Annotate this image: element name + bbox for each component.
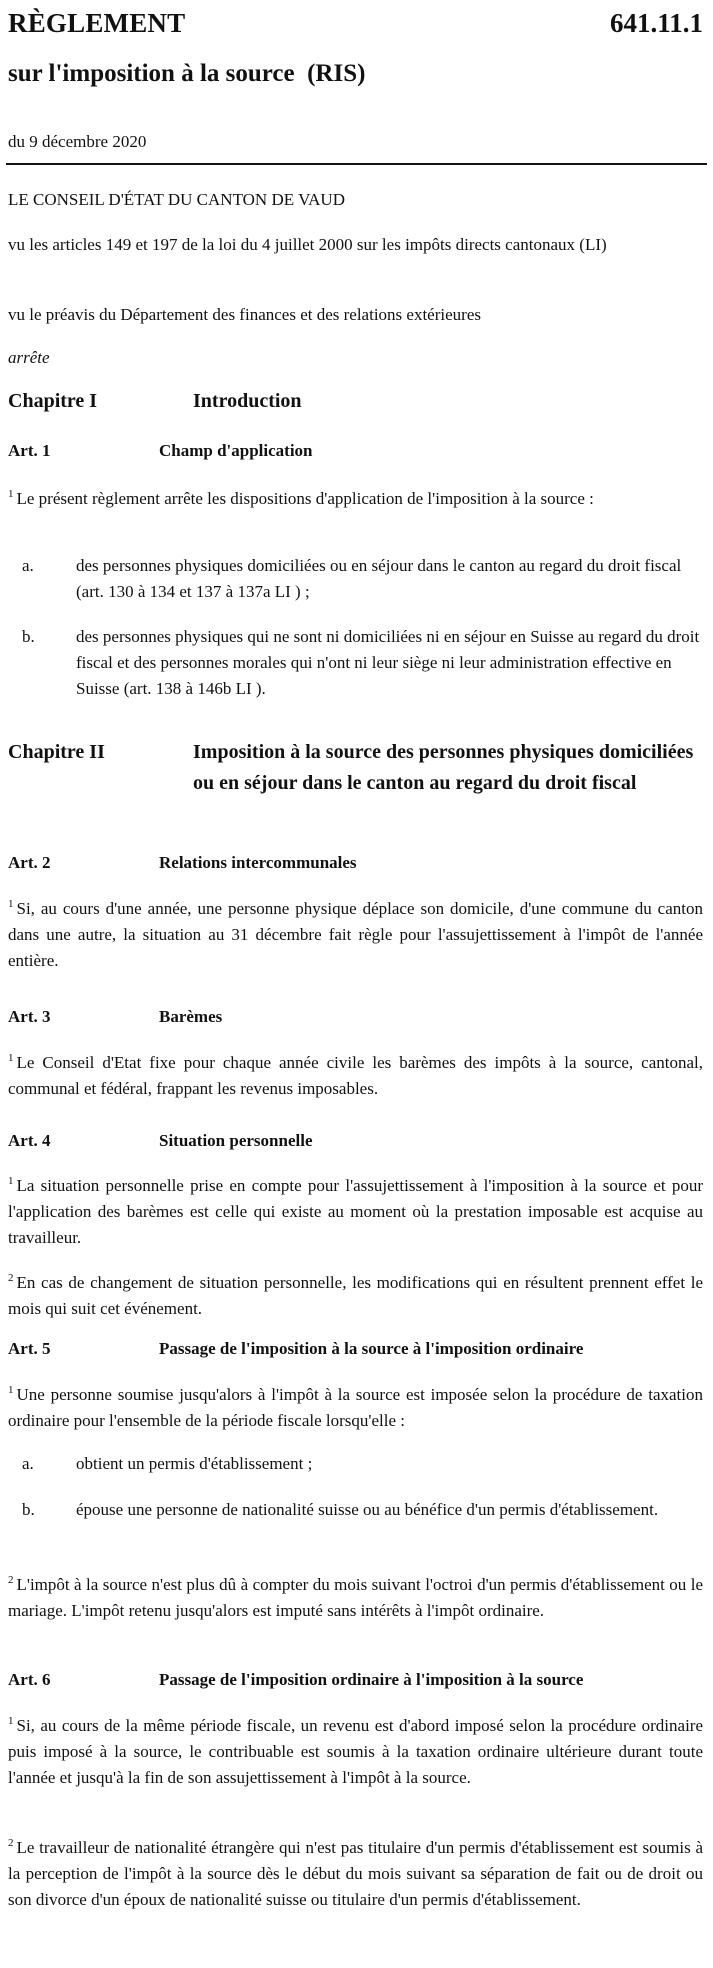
paragraph-text: La situation personnelle prise en compte pour l'assujettissement à l'imposition à la source et pour l'application des barèmes est celle qui existe au moment où la prestation imposable est acquise au travailleur.	[8, 1176, 703, 1247]
paragraph-text: En cas de changement de situation personnelle, les modifications qui en résultent prennent effet le mois qui suit cet événement.	[8, 1273, 703, 1318]
paragraph-number: 2	[8, 1837, 14, 1850]
item-letter: b.	[22, 1500, 35, 1519]
article-6-heading	[8, 1667, 703, 1693]
chapter-2-heading	[8, 737, 703, 799]
article-4-title: Situation personnelle	[159, 1131, 313, 1150]
article-4-heading	[8, 1128, 703, 1154]
paragraph-text: Le travailleur de nationalité étrangère qui n'est pas titulaire d'un permis d'établissement est soumis à la perception de l'impôt à la source dès le début du mois suivant sa séparation de fait ou de droit ou son divorce d'un époux de nationalité suisse ou titulaire d'un permis d'établissement.	[8, 1838, 703, 1909]
chapter-1-heading	[8, 386, 703, 417]
article-6-title: Passage de l'imposition ordinaire à l'imposition à la source	[159, 1670, 584, 1689]
article-6-label: Art. 6	[8, 1670, 51, 1689]
document-subtitle: sur l'imposition à la source (RIS)	[8, 60, 366, 87]
paragraph-number: 2	[8, 1272, 14, 1285]
paragraph-number: 1	[8, 898, 14, 911]
document-date: du 9 décembre 2020	[8, 132, 147, 151]
item-letter: b.	[22, 627, 35, 646]
paragraph-text: Le présent règlement arrête les dispositions d'application de l'imposition à la source :	[16, 489, 594, 508]
paragraph-number: 1	[8, 1384, 14, 1397]
article-2-paragraph-1	[8, 896, 703, 974]
article-4-label: Art. 4	[8, 1131, 51, 1150]
preamble-authority: LE CONSEIL D'ÉTAT DU CANTON DE VAUD	[8, 190, 345, 209]
preamble-decides: arrête	[8, 348, 50, 367]
article-3-heading	[8, 1004, 703, 1030]
article-1-heading	[8, 438, 703, 464]
article-2-label: Art. 2	[8, 853, 51, 872]
article-2-heading	[8, 850, 703, 876]
chapter-2-label: Chapitre II	[8, 741, 105, 763]
article-5-paragraph-2	[8, 1572, 703, 1624]
paragraph-number: 1	[8, 1715, 14, 1728]
article-1-item-a	[8, 553, 703, 605]
item-letter: a.	[22, 556, 34, 575]
paragraph-text: L'impôt à la source n'est plus dû à compter du mois suivant l'octroi d'un permis d'établissement ou le mariage. L'impôt retenu jusqu'alors est imputé sans intérêts à l'impôt ordinaire.	[8, 1575, 703, 1620]
chapter-2-title: Imposition à la source des personnes physiques domiciliées ou en séjour dans le canton au regard du droit fiscal	[193, 741, 694, 794]
paragraph-text: Si, au cours de la même période fiscale, un revenu est d'abord imposé selon la procédure ordinaire puis imposé à la source, le contribuable est soumis à la taxation ordinaire ultérieure durant toute l'année et jusqu'à la fin de son assujettissement à l'impôt à la source.	[8, 1716, 703, 1787]
article-5-item-a	[8, 1451, 703, 1477]
paragraph-number: 1	[8, 488, 14, 501]
item-letter: a.	[22, 1454, 34, 1473]
article-6-paragraph-1	[8, 1713, 703, 1791]
article-5-paragraph-1	[8, 1382, 703, 1434]
article-3-label: Art. 3	[8, 1007, 51, 1026]
chapter-1-title: Introduction	[193, 390, 302, 412]
item-text: obtient un permis d'établissement ;	[76, 1454, 313, 1473]
article-5-item-b	[8, 1497, 703, 1523]
chapter-1-label: Chapitre I	[8, 390, 98, 412]
preamble-line-2: vu le préavis du Département des finances et des relations extérieures	[8, 305, 481, 324]
paragraph-text: Une personne soumise jusqu'alors à l'impôt à la source est imposée selon la procédure de taxation ordinaire pour l'ensemble de la période fiscale lorsqu'elle :	[8, 1385, 703, 1430]
document-title: RÈGLEMENT	[8, 8, 186, 38]
article-2-title: Relations intercommunales	[159, 853, 357, 872]
article-1-paragraph-1	[8, 486, 703, 512]
paragraph-number: 1	[8, 1052, 14, 1065]
article-1-title: Champ d'application	[159, 441, 313, 460]
header-row	[8, 8, 703, 39]
article-4-paragraph-2	[8, 1270, 703, 1322]
article-6-paragraph-2	[8, 1835, 703, 1913]
article-1-label: Art. 1	[8, 441, 51, 460]
header-divider	[6, 163, 707, 165]
paragraph-number: 1	[8, 1175, 14, 1188]
paragraph-text: Le Conseil d'Etat fixe pour chaque année civile les barèmes des impôts à la source, cantonal, communal et fédéral, frappant les revenus imposables.	[8, 1053, 703, 1098]
item-text: épouse une personne de nationalité suisse ou au bénéfice d'un permis d'établissement.	[76, 1500, 659, 1519]
article-5-heading	[8, 1336, 703, 1362]
article-3-title: Barèmes	[159, 1007, 223, 1026]
preamble-line-1: vu les articles 149 et 197 de la loi du 4 juillet 2000 sur les impôts directs cantonaux (LI)	[8, 235, 607, 254]
item-text: des personnes physiques qui ne sont ni domiciliées ni en séjour en Suisse au regard du droit fiscal et des personnes morales qui n'ont ni leur siège ni leur administration effective en Suisse (art. 138 à 146b LI ).	[76, 627, 700, 698]
article-4-paragraph-1	[8, 1173, 703, 1251]
article-5-label: Art. 5	[8, 1339, 51, 1358]
paragraph-text: Si, au cours d'une année, une personne physique déplace son domicile, d'une commune du canton dans une autre, la situation au 31 décembre fait règle pour l'assujettissement à l'impôt de l'année entière.	[8, 899, 703, 970]
article-5-title: Passage de l'imposition à la source à l'imposition ordinaire	[159, 1339, 584, 1358]
document-number: 641.11.1	[609, 8, 703, 38]
article-3-paragraph-1	[8, 1050, 703, 1102]
item-text: des personnes physiques domiciliées ou en séjour dans le canton au regard du droit fiscal (art. 130 à 134 et 137 à 137a LI ) ;	[76, 556, 682, 601]
article-1-item-b	[8, 624, 703, 702]
paragraph-number: 2	[8, 1574, 14, 1587]
